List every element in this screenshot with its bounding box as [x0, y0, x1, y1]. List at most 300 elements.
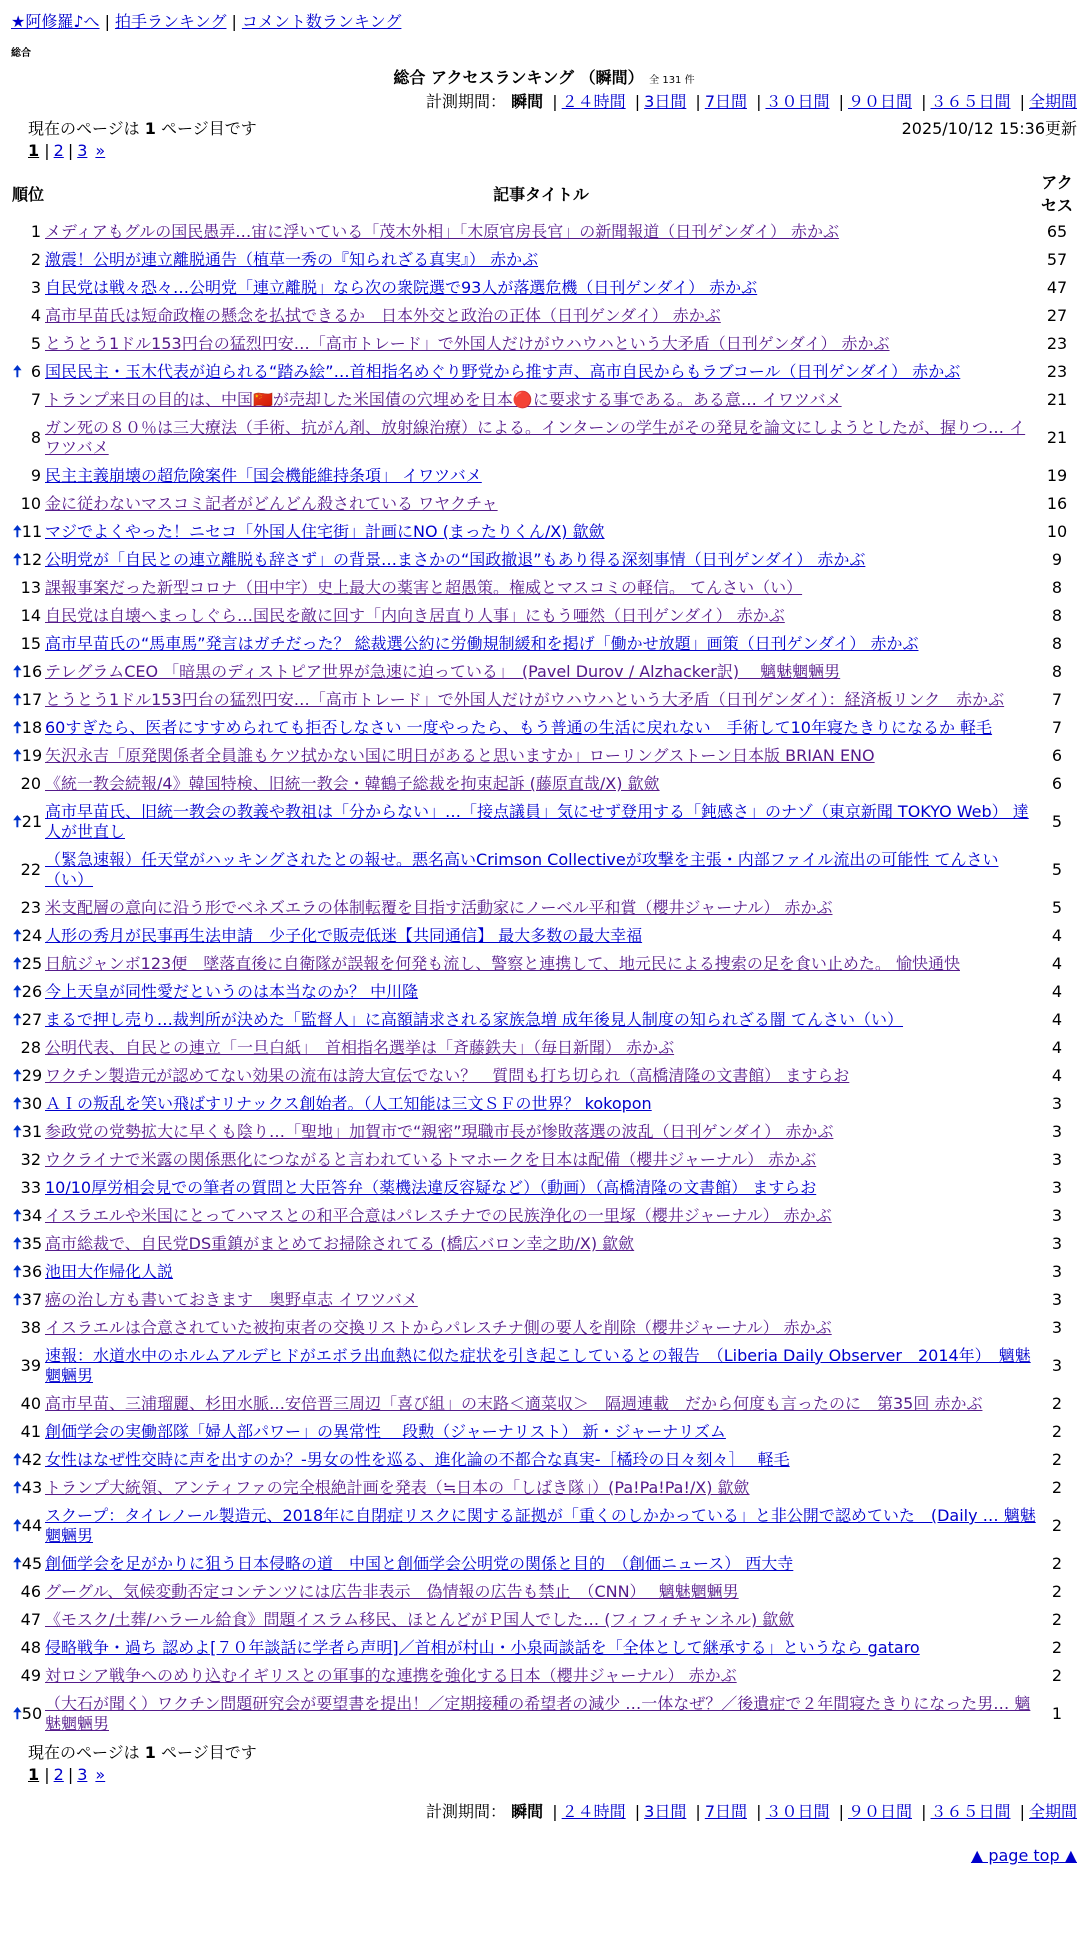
rank-cell: [11, 1690, 45, 1738]
pager-top: 1 | 2 | 3 »: [28, 141, 106, 160]
title-cell: [45, 246, 1037, 274]
period-24h-link[interactable]: ２４時間: [561, 92, 626, 111]
rank-cell: [11, 546, 45, 574]
access-count: 4: [1051, 926, 1063, 945]
header-rank: 順位: [11, 184, 44, 204]
title-cell: [45, 1662, 1037, 1690]
title-cell: [45, 274, 1037, 302]
rank-cell: [11, 770, 45, 798]
table-row: [11, 770, 1077, 798]
article-link[interactable]: 矢沢永吉「原発関係者全員誰もケツ拭かない国に明日があると思いますか」ローリングストーン日本版 BRIAN ENO: [45, 746, 875, 765]
title-cell: [45, 714, 1037, 742]
article-link[interactable]: テレグラムCEO 「暗黒のディストピア世界が急速に迫っている」 (Pavel Durov / Alzhacker訳) 魑魅魍魎男: [45, 662, 841, 681]
table-row: [11, 846, 1077, 894]
title-cell: [45, 546, 1037, 574]
table-row: [11, 1202, 1077, 1230]
rank-number: 6: [30, 362, 41, 381]
period-all-link[interactable]: 全期間: [1028, 1802, 1077, 1821]
article-link[interactable]: 《統一教会続報/4》韓国特検、旧統一教会・韓鶴子総裁を拘束起訴 (藤原直哉/X) 歙歛: [45, 774, 660, 793]
table-row: [11, 1690, 1077, 1738]
period-90d-link[interactable]: ９０日間: [847, 1802, 912, 1821]
period-7d-link[interactable]: 7日間: [704, 1802, 747, 1821]
title-cell: [45, 630, 1037, 658]
page-top-link[interactable]: ▲ page top ▲: [970, 1846, 1077, 1865]
rank-cell: [11, 798, 45, 846]
up-arrow-icon: 🠅: [13, 718, 22, 737]
rank-cell: [11, 950, 45, 978]
rank-cell: [11, 1034, 45, 1062]
up-arrow-icon: 🠅: [13, 926, 22, 945]
table-row: [11, 246, 1077, 274]
table-row: [11, 1090, 1077, 1118]
article-link[interactable]: 10/10厚労相会見での筆者の質問と大臣答弁（薬機法違反容疑など）（動画）（高橋清隆の文書館） ますらお: [45, 1178, 817, 1197]
table-row: [11, 518, 1077, 546]
table-row: [11, 714, 1077, 742]
pager-page-3[interactable]: 3: [77, 141, 88, 160]
article-link[interactable]: トランプ来日の目的は、中国🇨🇳が売却した米国債の穴埋めを日本🔴に要求する事である。ある意… イワツバメ: [45, 390, 842, 409]
rank-cell: [11, 1550, 45, 1578]
rank-number: 23: [20, 898, 41, 917]
access-count: 3: [1051, 1234, 1063, 1253]
table-row: [11, 490, 1077, 518]
table-row: [11, 686, 1077, 714]
article-link[interactable]: 速報：水道水中のホルムアルデヒドがエボラ出血熱に似た症状を引き起こしているとの報告 （Liberia Daily Observer 2014年） 魑魅魍魎男: [45, 1346, 1031, 1385]
article-link[interactable]: 創価学会を足がかりに狙う日本侵略の道 中国と創価学会公明党の関係と目的 （創価ニュース） 西大寺: [45, 1554, 794, 1573]
page-status-suffix: ページ目です: [161, 119, 257, 138]
rank-cell: [11, 1006, 45, 1034]
up-arrow-icon: 🠅: [13, 522, 22, 541]
rank-number: 48: [20, 1638, 41, 1657]
page-status-number: 1: [144, 119, 156, 138]
table-row: [11, 274, 1077, 302]
rank-number: 4: [30, 306, 41, 325]
period-selector-bottom: 計測期間： 瞬間 | ２４時間 | 3日間 | 7日間 | ３０日間 | ９０日間 | ３６５日間 | 全期間: [426, 1802, 1077, 1821]
up-arrow-icon: 🠅: [13, 1234, 22, 1253]
up-arrow-icon: 🠅: [13, 1290, 22, 1309]
article-link[interactable]: 国民民主・玉木代表が迫られる“踏み絵”…首相指名めぐり野党から推す声、高市自民からもラブコール（日刊ゲンダイ） 赤かぶ: [45, 362, 961, 381]
up-arrow-icon: 🠅: [13, 362, 22, 381]
article-link[interactable]: 人形の秀月が民事再生法申請 少子化で販売低迷【共同通信】 最大多数の最大幸福: [45, 926, 643, 945]
up-arrow-icon: 🠅: [13, 812, 22, 831]
access-count: 3: [1051, 1206, 1063, 1225]
table-row: [11, 1146, 1077, 1174]
access-count: 3: [1051, 1356, 1063, 1375]
access-count: 3: [1051, 1178, 1063, 1197]
rank-cell: [11, 302, 45, 330]
title-cell: [45, 1174, 1037, 1202]
up-arrow-icon: 🠅: [13, 1704, 22, 1723]
rank-number: 45: [21, 1554, 43, 1573]
article-link[interactable]: 高市早苗氏は短命政権の懸念を払拭できるか 日本外交と政治の正体（日刊ゲンダイ） 赤かぶ: [45, 306, 721, 325]
table-row: [11, 630, 1077, 658]
title-cell: [45, 922, 1037, 950]
rank-number: 13: [20, 578, 41, 597]
header-access: アクセス: [1040, 173, 1073, 215]
table-row: [11, 1474, 1077, 1502]
access-count: 3: [1051, 1150, 1063, 1169]
access-count: 7: [1051, 718, 1063, 737]
table-header-row: [11, 168, 1077, 218]
table-row: [11, 602, 1077, 630]
access-count: 6: [1051, 774, 1063, 793]
period-label: 計測期間：: [426, 1802, 507, 1821]
article-link[interactable]: マジでよくやった！ニセコ「外国人住宅街」計画にNO (まったりくん/X) 歙歛: [45, 522, 605, 541]
rank-number: 39: [20, 1356, 41, 1375]
article-link[interactable]: グーグル、気候変動否定コンテンツには広告非表示 偽情報の広告も禁止 （CNN） 魑魅魍魎男: [45, 1582, 739, 1601]
rank-cell: [11, 1146, 45, 1174]
period-24h-link[interactable]: ２４時間: [561, 1802, 626, 1821]
article-link[interactable]: 課報事案だった新型コロナ（田中宇）史上最大の薬害と超愚策。権威とマスコミの軽信。 てんさい（い）: [45, 578, 803, 597]
access-count: 3: [1051, 1094, 1063, 1113]
title-cell: [45, 1418, 1037, 1446]
table-row: [11, 1342, 1077, 1390]
access-count: 4: [1051, 982, 1063, 1001]
rank-number: 16: [21, 662, 43, 681]
rank-number: 24: [21, 926, 43, 945]
article-link[interactable]: 侵略戦争・過ち 認めよ[７０年談話に学者ら声明]／首相が村山・小泉両談話を「全体として継承する」というなら gataro: [45, 1638, 920, 1657]
up-arrow-icon: 🠅: [13, 954, 22, 973]
article-link[interactable]: イスラエルは合意されていた被拘束者の交換リストからパレスチナ側の要人を削除（櫻井ジャーナル） 赤かぶ: [45, 1318, 832, 1337]
table-row: [11, 1034, 1077, 1062]
rank-number: 37: [21, 1290, 43, 1309]
rank-cell: [11, 1446, 45, 1474]
article-link[interactable]: 金に従わないマスコミ記者がどんどん殺されている ワヤクチャ: [45, 494, 498, 513]
table-row: [11, 1286, 1077, 1314]
rank-cell: [11, 330, 45, 358]
access-count: 1: [1051, 1704, 1063, 1723]
title-cell: [45, 490, 1037, 518]
rank-cell: [11, 894, 45, 922]
up-arrow-icon: 🠅: [13, 550, 22, 569]
title-cell: [45, 1446, 1037, 1474]
article-link[interactable]: 民主主義崩壊の超危険案件「国会機能維持条項」 イワツバメ: [45, 466, 482, 485]
article-link[interactable]: ワクチン製造元が認めてない効果の流布は誇大宣伝でない？ 質問も打ち切られ（高橋清隆の文書館） ますらお: [45, 1066, 850, 1085]
rank-number: 25: [21, 954, 43, 973]
rank-number: 44: [21, 1516, 43, 1535]
period-current: 瞬間: [511, 92, 544, 111]
table-row: [11, 462, 1077, 490]
table-row: [11, 1230, 1077, 1258]
article-link[interactable]: 高市総裁で、自民党DS重鎮がまとめてお掃除されてる (橋広バロン幸之助/X) 歙歛: [45, 1234, 635, 1253]
rank-cell: [11, 1258, 45, 1286]
rank-cell: [11, 978, 45, 1006]
period-all-link[interactable]: 全期間: [1028, 92, 1077, 111]
title-cell: [45, 1006, 1037, 1034]
access-count: 57: [1046, 250, 1068, 269]
table-row: [11, 574, 1077, 602]
title-cell: [45, 1202, 1037, 1230]
period-90d-link[interactable]: ９０日間: [847, 92, 912, 111]
rank-number: 5: [30, 334, 41, 353]
article-link[interactable]: 高市早苗、三浦瑠麗、杉田水脈…安倍晋三周辺「喜び組」の末路＜適菜収＞ 隔週連載 だから何度も言ったのに 第35回 赤かぶ: [45, 1394, 983, 1413]
pager-next[interactable]: »: [95, 141, 106, 160]
up-arrow-icon: 🠅: [13, 1094, 22, 1113]
access-count: 16: [1046, 494, 1068, 513]
table-row: [11, 302, 1077, 330]
ranking-body: [11, 218, 1077, 1738]
table-row: [11, 1446, 1077, 1474]
access-count: 4: [1051, 1010, 1063, 1029]
article-link[interactable]: 60すぎたら、医者にすすめられても拒否しなさい 一度やったら、もう普通の生活に戻れない 手術して10年寝たきりになるか 軽毛: [45, 718, 993, 737]
rank-cell: [11, 1390, 45, 1418]
article-link[interactable]: とうとう1ドル153円台の猛烈円安…「高市トレード」で外国人だけがウハウハという大矛盾（日刊ゲンダイ）：経済板リンク 赤かぶ: [45, 690, 1005, 709]
rank-number: 26: [21, 982, 43, 1001]
period-7d-link[interactable]: 7日間: [704, 92, 747, 111]
rank-cell: [11, 386, 45, 414]
up-arrow-icon: 🠅: [13, 1010, 22, 1029]
table-row: [11, 218, 1077, 246]
rank-cell: [11, 518, 45, 546]
table-row: [11, 1118, 1077, 1146]
period-3d-link[interactable]: 3日間: [644, 92, 687, 111]
access-count: 8: [1051, 634, 1063, 653]
table-row: [11, 1006, 1077, 1034]
article-link[interactable]: 自民党は自壊へまっしぐら…国民を敵に回す「内向き居直り人事」にもう唖然（日刊ゲンダイ） 赤かぶ: [45, 606, 785, 625]
category-label: 総合: [11, 48, 31, 59]
rank-cell: [11, 1118, 45, 1146]
access-count: 4: [1051, 954, 1063, 973]
page-status-row: [11, 118, 1077, 140]
access-count: 2: [1051, 1666, 1063, 1685]
up-arrow-icon: 🠅: [13, 1262, 22, 1281]
rank-cell: [11, 658, 45, 686]
pager-page-3[interactable]: 3: [77, 1765, 88, 1784]
title-cell: [45, 1062, 1037, 1090]
title-cell: [45, 978, 1037, 1006]
title-cell: [45, 1286, 1037, 1314]
rank-number: 40: [20, 1394, 41, 1413]
rank-cell: [11, 462, 45, 490]
page-status-prefix: 現在のページは: [28, 119, 140, 138]
article-link[interactable]: 米支配層の意向に沿う形でベネズエラの体制転覆を目指す活動家にノーベル平和賞（櫻井ジャーナル） 赤かぶ: [45, 898, 833, 917]
article-link[interactable]: トランプ大統領、アンティファの完全根絶計画を発表（≒日本の「しばき隊」）(Pa!Pa!Pa!/X) 歙歛: [45, 1478, 750, 1497]
article-link[interactable]: 日航ジャンボ123便 墜落直後に自衛隊が誤報を何発も流し、警察と連携して、地元民による捜索の足を食い止めた。 愉快通快: [45, 954, 960, 973]
pager-next[interactable]: »: [95, 1765, 106, 1784]
rank-number: 29: [21, 1066, 43, 1085]
page-status-bottom: [28, 1742, 257, 1764]
table-row: [11, 1606, 1077, 1634]
rank-number: 35: [21, 1234, 43, 1253]
access-count: 21: [1046, 428, 1068, 447]
table-row: [11, 742, 1077, 770]
rank-cell: [11, 602, 45, 630]
article-link[interactable]: とうとう1ドル153円台の猛烈円安…「高市トレード」で外国人だけがウハウハという大矛盾（日刊ゲンダイ） 赤かぶ: [45, 334, 890, 353]
rank-cell: [11, 1502, 45, 1550]
period-label: 計測期間：: [426, 92, 507, 111]
pager-page-2[interactable]: 2: [53, 141, 64, 160]
up-arrow-icon: 🠅: [13, 746, 22, 765]
article-link[interactable]: ウクライナで米露の関係悪化につながると言われているトマホークを日本は配備（櫻井ジャーナル） 赤かぶ: [45, 1150, 817, 1169]
access-count: 23: [1046, 362, 1068, 381]
article-link[interactable]: スクープ：タイレノール製造元、2018年に自閉症リスクに関する証拠が「重くのしかかっている」と非公開で認めていた (Daily … 魑魅魍魎男: [45, 1506, 1036, 1545]
comment-ranking-link[interactable]: コメント数ランキング: [241, 12, 402, 31]
article-link[interactable]: イスラエルや米国にとってハマスとの和平合意はパレスチナでの民族浄化の一里塚（櫻井ジャーナル） 赤かぶ: [45, 1206, 832, 1225]
rank-cell: [11, 1090, 45, 1118]
access-count: 2: [1051, 1422, 1063, 1441]
table-row: [11, 658, 1077, 686]
access-count: 5: [1051, 898, 1063, 917]
article-link[interactable]: 創価学会の実働部隊「婦人部パワー」の異常性 段勲（ジャーナリスト） 新・ジャーナリズム: [45, 1422, 726, 1441]
title-cell: [45, 1606, 1037, 1634]
updated-time: 2025/10/12 15:36更新: [901, 119, 1077, 138]
title-cell: [45, 462, 1037, 490]
pager-page-2[interactable]: 2: [53, 1765, 64, 1784]
table-row: [11, 922, 1077, 950]
table-row: [11, 330, 1077, 358]
article-link[interactable]: 《モスク/土葬/ハラール給食》問題イスラム移民、ほとんどがＰ国人でした… (フィフィチャンネル) 歙歛: [45, 1610, 795, 1629]
article-link[interactable]: ガン死の８０％は三大療法（手術、抗がん剤、放射線治療）による。インターンの学生がその発見を論文にしようとしたが、握りつ… イワツバメ: [45, 418, 1026, 457]
article-link[interactable]: （大石が聞く）ワクチン問題研究会が要望書を提出！／定期接種の希望者の減少 …一体なぜ？／後遺症で２年間寝たきりになった男… 魑魅魍魎男: [45, 1694, 1031, 1733]
table-row: [11, 1418, 1077, 1446]
rank-cell: [11, 1662, 45, 1690]
access-count: 3: [1051, 1318, 1063, 1337]
access-count: 2: [1051, 1450, 1063, 1469]
access-count: 2: [1051, 1582, 1063, 1601]
table-row: [11, 1634, 1077, 1662]
article-link[interactable]: 自民党は戦々恐々…公明党「連立離脱」なら次の衆院選で93人が落選危機（日刊ゲンダイ） 赤かぶ: [45, 278, 758, 297]
title-cell: [45, 386, 1037, 414]
title-cell: [45, 1634, 1037, 1662]
rank-number: 10: [20, 494, 41, 513]
title-cell: [45, 1342, 1037, 1390]
access-count: 4: [1051, 1038, 1063, 1057]
title-cell: [45, 1090, 1037, 1118]
access-count: 3: [1051, 1262, 1063, 1281]
period-365d-link[interactable]: ３６５日間: [930, 92, 1011, 111]
article-link[interactable]: 女性はなぜ性交時に声を出すのか？-男女の性を巡る、進化論の不都合な真実-［橘玲の日々刻々］ 軽毛: [45, 1450, 790, 1469]
rank-number: 9: [30, 466, 41, 485]
article-link[interactable]: 癌の治し方も書いておきます 奥野卓志 イワツバメ: [45, 1290, 418, 1309]
article-link[interactable]: 高市早苗氏、旧統一教会の教義や教祖は「分からない」…「接点議員」気にせず登用する「鈍感さ」のナゾ（東京新聞 TOKYO Web） 達人が世直し: [45, 802, 1029, 841]
up-arrow-icon: 🠅: [13, 1554, 22, 1573]
access-count: 9: [1051, 550, 1063, 569]
rank-number: 38: [20, 1318, 41, 1337]
article-link[interactable]: 公明代表、自民との連立「一旦白紙」 首相指名選挙は「斉藤鉄夫」（毎日新聞） 赤かぶ: [45, 1038, 675, 1057]
rank-number: 22: [20, 860, 41, 879]
article-link[interactable]: 公明党が「自民との連立離脱も辞さず」の背景…まさかの“国政撤退”もあり得る深刻事情（日刊ゲンダイ） 赤かぶ: [45, 550, 866, 569]
rank-cell: [11, 1230, 45, 1258]
rank-number: 17: [21, 690, 43, 709]
table-row: [11, 894, 1077, 922]
table-row: [11, 1662, 1077, 1690]
rank-number: 8: [30, 428, 41, 447]
article-link[interactable]: 参政党の党勢拡大に早くも陰り…「聖地」加賀市で“親密”現職市長が惨敗落選の波乱（日刊ゲンダイ） 赤かぶ: [45, 1122, 834, 1141]
period-365d-link[interactable]: ３６５日間: [930, 1802, 1011, 1821]
title-cell: [45, 1550, 1037, 1578]
table-row: [11, 1502, 1077, 1550]
title-cell: [45, 1258, 1037, 1286]
pager-bottom: 1 | 2 | 3 »: [28, 1765, 106, 1784]
rank-number: 31: [21, 1122, 43, 1141]
ranking-table: [11, 168, 1077, 1738]
period-30d-link[interactable]: ３０日間: [765, 92, 830, 111]
title-cell: [45, 1578, 1037, 1606]
rank-cell: [11, 246, 45, 274]
rank-number: 28: [20, 1038, 41, 1057]
access-count: 5: [1051, 812, 1063, 831]
up-arrow-icon: 🠅: [13, 1122, 22, 1141]
article-link[interactable]: 対ロシア戦争へのめり込むイギリスとの軍事的な連携を強化する日本（櫻井ジャーナル） 赤かぶ: [45, 1666, 737, 1685]
article-link[interactable]: メディアもグルの国民愚弄…宙に浮いている「茂木外相」「木原官房長官」の新聞報道（日刊ゲンダイ） 赤かぶ: [45, 222, 840, 241]
access-count: 2: [1051, 1478, 1063, 1497]
page-title-text: 総合 アクセスランキング （瞬間）: [393, 68, 644, 87]
article-link[interactable]: （緊急速報）任天堂がハッキングされたとの報せ。悪名高いCrimson Collectiveが攻撃を主張・内部ファイル流出の可能性 てんさい（い）: [45, 850, 999, 889]
rank-cell: [11, 714, 45, 742]
table-row: [11, 414, 1077, 462]
title-cell: [45, 798, 1037, 846]
clap-ranking-link[interactable]: 拍手ランキング: [114, 12, 227, 31]
table-row: [11, 978, 1077, 1006]
page-status: [28, 118, 257, 140]
rank-number: 14: [20, 606, 41, 625]
rank-cell: [11, 922, 45, 950]
title-cell: [45, 302, 1037, 330]
rank-number: 50: [21, 1704, 43, 1723]
article-link[interactable]: ＡＩの叛乱を笑い飛ばすリナックス創始者。（人工知能は三文ＳＦの世界？ kokopon: [45, 1094, 652, 1113]
up-arrow-icon: 🠅: [13, 690, 22, 709]
rank-cell: [11, 1418, 45, 1446]
home-link[interactable]: ★阿修羅♪へ: [11, 12, 100, 31]
up-arrow-icon: 🠅: [13, 982, 22, 1001]
page-title: [11, 65, 1077, 88]
rank-cell: [11, 1286, 45, 1314]
table-row: [11, 1062, 1077, 1090]
article-link[interactable]: 高市早苗氏の“馬車馬”発言はガチだった？ 総裁選公約に労働規制緩和を掲げ「働かせ放題」画策（日刊ゲンダイ） 赤かぶ: [45, 634, 919, 653]
article-link[interactable]: 激震！公明が連立離脱通告（植草一秀の『知られざる真実』） 赤かぶ: [45, 250, 539, 269]
rank-number: 20: [20, 774, 41, 793]
title-cell: [45, 894, 1037, 922]
table-row: [11, 1578, 1077, 1606]
rank-number: 41: [20, 1422, 41, 1441]
rank-number: 33: [20, 1178, 41, 1197]
rank-number: 32: [20, 1150, 41, 1169]
article-link[interactable]: 今上天皇が同性愛だというのは本当なのか？ 中川隆: [45, 982, 419, 1001]
table-row: [11, 1258, 1077, 1286]
table-row: [11, 386, 1077, 414]
period-30d-link[interactable]: ３０日間: [765, 1802, 830, 1821]
title-cell: [45, 574, 1037, 602]
access-count: 2: [1051, 1516, 1063, 1535]
rank-number: 3: [30, 278, 41, 297]
access-count: 19: [1046, 466, 1068, 485]
up-arrow-icon: 🠅: [13, 1478, 22, 1497]
article-link[interactable]: まるで押し売り…裁判所が決めた「監督人」に高額請求される家族急増 成年後見人制度の知られざる闇 てんさい（い）: [45, 1010, 904, 1029]
title-cell: [45, 1474, 1037, 1502]
rank-cell: [11, 414, 45, 462]
rank-number: 30: [21, 1094, 43, 1113]
period-selector-top: 計測期間： 瞬間 | ２４時間 | 3日間 | 7日間 | ３０日間 | ９０日間 | ３６５日間 | 全期間: [426, 92, 1077, 111]
rank-number: 49: [20, 1666, 41, 1685]
article-link[interactable]: 池田大作帰化人説: [45, 1262, 174, 1281]
access-count: 8: [1051, 662, 1063, 681]
title-cell: [45, 1390, 1037, 1418]
title-cell: [45, 414, 1037, 462]
period-3d-link[interactable]: 3日間: [644, 1802, 687, 1821]
title-cell: [45, 658, 1037, 686]
access-count: 10: [1046, 522, 1068, 541]
title-cell: [45, 770, 1037, 798]
rank-cell: [11, 1174, 45, 1202]
rank-number: 27: [21, 1010, 43, 1029]
title-cell: [45, 358, 1037, 386]
access-count: 5: [1051, 860, 1063, 879]
table-row: [11, 950, 1077, 978]
page-status-suffix: ページ目です: [161, 1743, 257, 1762]
rank-cell: [11, 358, 45, 386]
access-count: 3: [1051, 1122, 1063, 1141]
rank-cell: [11, 490, 45, 518]
access-count: 3: [1051, 1290, 1063, 1309]
